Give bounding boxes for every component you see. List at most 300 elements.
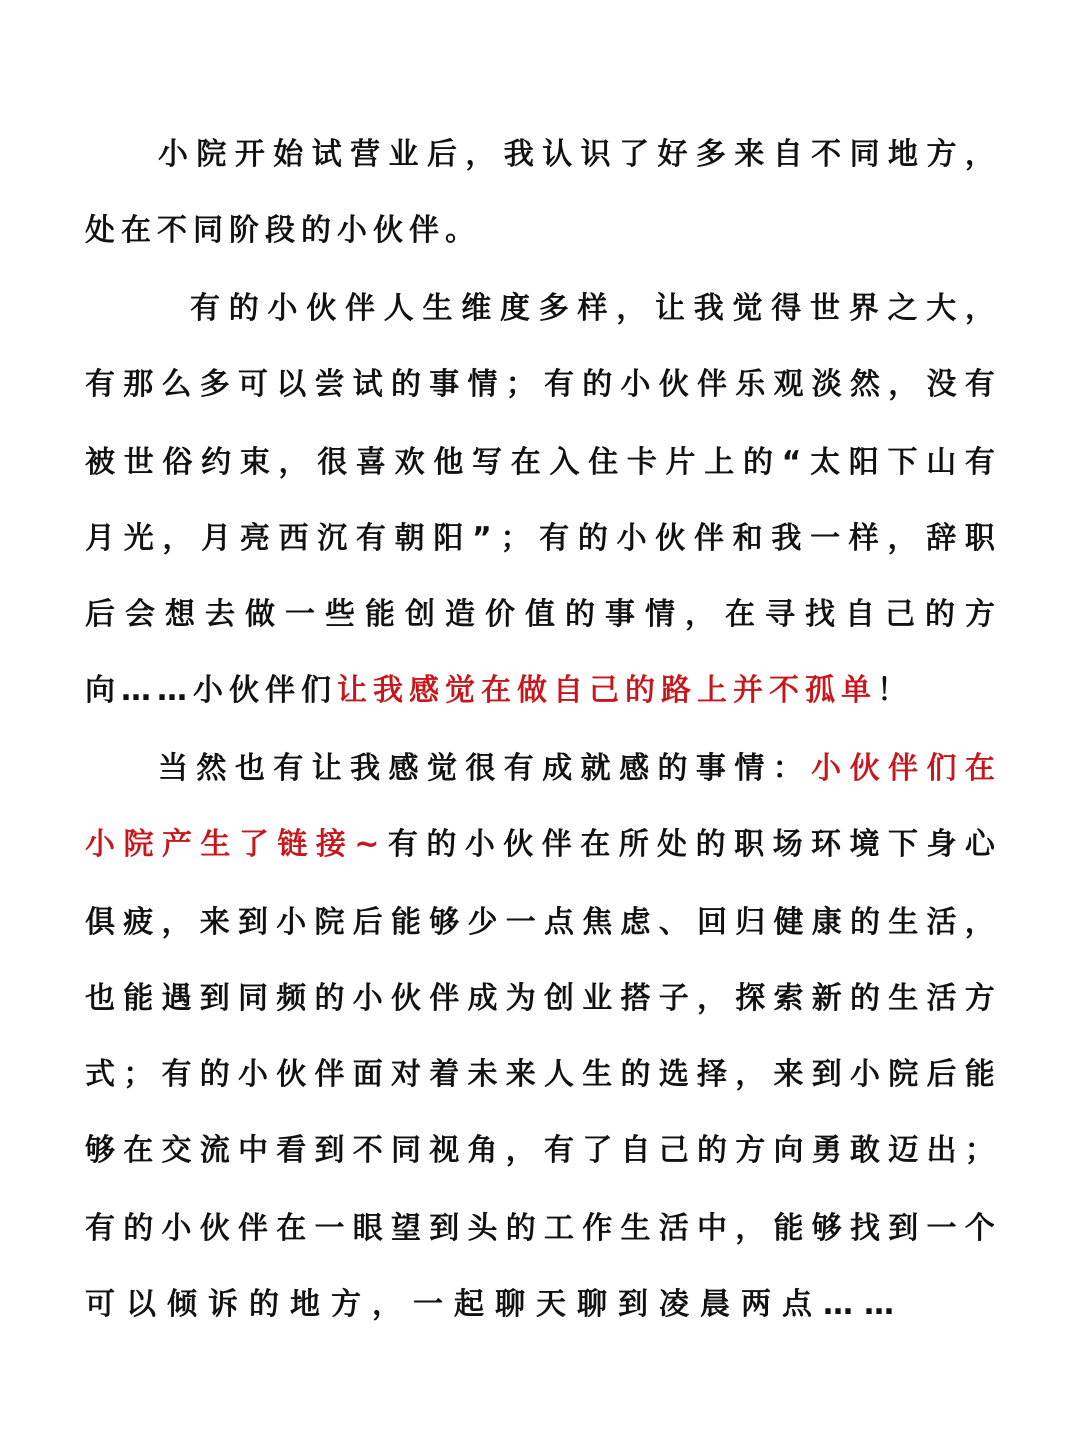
glyph: 事	[695, 751, 726, 786]
glyph: ，	[505, 1133, 536, 1168]
glyph: 归	[735, 905, 766, 940]
glyph: 同	[849, 137, 880, 172]
text-line	[85, 437, 995, 489]
glyph: 小	[616, 521, 647, 556]
glyph: 世	[810, 291, 840, 326]
text-segment: 向……小伙伴们	[85, 673, 337, 708]
glyph: 有	[387, 827, 418, 862]
glyph: 找	[850, 1211, 880, 1246]
glyph: 多	[538, 291, 569, 326]
glyph: 探	[735, 981, 766, 1016]
glyph: 身	[926, 827, 957, 862]
glyph: 有	[964, 367, 995, 402]
glyph: ，	[685, 597, 715, 632]
text-line	[158, 129, 995, 181]
glyph: 式	[85, 1057, 115, 1092]
glyph: 在	[123, 1133, 154, 1168]
glyph: 伙	[849, 751, 880, 786]
glyph: ，	[465, 137, 496, 172]
glyph: 事	[605, 597, 635, 632]
glyph: 出	[926, 1133, 957, 1168]
glyph: 的	[391, 367, 421, 402]
glyph: 地	[888, 137, 919, 172]
glyph: 业	[582, 981, 613, 1016]
glyph: 少	[467, 905, 498, 940]
glyph: ；	[500, 521, 531, 556]
glyph: 我	[771, 521, 802, 556]
glyph: 伴	[238, 1211, 268, 1246]
glyph: 伴	[541, 827, 572, 862]
glyph: 得	[771, 291, 802, 326]
glyph: 多	[695, 137, 726, 172]
glyph: 西	[278, 521, 309, 556]
glyph: 到	[429, 1211, 460, 1246]
glyph: 上	[704, 445, 735, 480]
glyph: 月	[201, 521, 232, 556]
glyph: 寻	[765, 597, 795, 632]
text-line	[85, 513, 995, 565]
glyph: 的	[695, 827, 726, 862]
text-line	[85, 1203, 995, 1255]
glyph: 能	[123, 981, 154, 1016]
glyph: 他	[433, 445, 464, 480]
glyph: 多	[199, 367, 230, 402]
glyph: 的	[925, 597, 955, 632]
glyph: 有	[273, 751, 304, 786]
glyph: 伙	[391, 981, 421, 1016]
glyph: 阳	[433, 521, 464, 556]
glyph: 未	[467, 1057, 498, 1092]
glyph: 片	[665, 445, 696, 480]
glyph: 选	[658, 1057, 689, 1092]
glyph: 然	[850, 367, 880, 402]
glyph: 创	[544, 981, 574, 1016]
glyph: 大	[926, 291, 957, 326]
glyph: 场	[772, 827, 803, 862]
glyph: 有	[544, 367, 574, 402]
glyph: 些	[325, 597, 355, 632]
glyph: 写	[472, 445, 503, 480]
glyph: 生	[582, 1057, 613, 1092]
glyph: 小	[238, 1057, 268, 1092]
glyph: 作	[582, 1211, 613, 1246]
glyph: 中	[238, 1133, 268, 1168]
glyph: 了	[582, 1133, 613, 1168]
glyph: 在	[964, 751, 995, 786]
glyph: 住	[588, 445, 619, 480]
glyph: 康	[811, 905, 842, 940]
glyph: 阳	[848, 445, 879, 480]
glyph: ，	[161, 905, 192, 940]
glyph: 产	[161, 827, 192, 862]
glyph: 伙	[658, 367, 689, 402]
glyph: 的	[620, 1057, 651, 1092]
glyph: 到	[314, 1133, 345, 1168]
glyph: 己	[885, 597, 915, 632]
glyph: 试	[352, 367, 383, 402]
glyph: 小	[352, 981, 383, 1016]
glyph: 面	[352, 1057, 383, 1092]
glyph: 境	[849, 827, 880, 862]
text-segment: ！	[877, 673, 913, 708]
glyph: 光	[123, 521, 154, 556]
glyph: 价	[485, 597, 515, 632]
glyph: 找	[805, 597, 835, 632]
glyph: 值	[525, 597, 555, 632]
glyph: 所	[618, 827, 649, 862]
glyph: 尝	[314, 367, 345, 402]
glyph: 够	[811, 1211, 842, 1246]
glyph: 一	[810, 521, 841, 556]
glyph: 淡	[811, 367, 842, 402]
glyph: 的	[505, 1211, 536, 1246]
text-segment: 可以倾诉的地方，一起聊天聊到凌晨两点……	[85, 1287, 905, 1322]
glyph: ，	[162, 521, 193, 556]
glyph: 一	[505, 905, 536, 940]
glyph: 院	[888, 1057, 919, 1092]
glyph: 频	[276, 981, 307, 1016]
text-line	[190, 283, 995, 335]
glyph: 的	[199, 1057, 230, 1092]
glyph: 人	[383, 291, 414, 326]
glyph: 可	[238, 367, 268, 402]
glyph: “	[781, 445, 802, 480]
glyph: 生	[200, 827, 231, 862]
glyph: 下	[887, 445, 918, 480]
glyph: ，	[616, 291, 647, 326]
glyph: 欢	[394, 445, 425, 480]
glyph: 视	[429, 1133, 460, 1168]
glyph: 遇	[161, 981, 192, 1016]
glyph: 院	[196, 137, 227, 172]
glyph: 认	[542, 137, 573, 172]
glyph: 很	[465, 751, 496, 786]
glyph: 有	[544, 1133, 574, 1168]
glyph: 新	[811, 981, 842, 1016]
glyph: 看	[276, 1133, 307, 1168]
glyph: 后	[426, 137, 457, 172]
glyph: 小	[464, 827, 495, 862]
glyph: 到	[199, 981, 230, 1016]
glyph: 能	[391, 905, 421, 940]
glyph: ，	[735, 1211, 766, 1246]
glyph: ，	[697, 981, 727, 1016]
glyph: 没	[926, 367, 957, 402]
glyph: 就	[580, 751, 611, 786]
glyph: 中	[697, 1211, 727, 1246]
glyph: 择	[697, 1057, 727, 1092]
glyph: 虑	[620, 905, 651, 940]
glyph: 始	[273, 137, 304, 172]
glyph: 有	[190, 291, 220, 326]
glyph: 到	[811, 1057, 842, 1092]
glyph: 职	[964, 521, 995, 556]
glyph: 成	[542, 751, 573, 786]
glyph: ，	[888, 367, 919, 402]
glyph: 沉	[317, 521, 348, 556]
glyph: 小	[620, 367, 651, 402]
glyph: 伙	[306, 291, 337, 326]
glyph: 方	[965, 597, 995, 632]
glyph: 小	[161, 1211, 192, 1246]
glyph: 维	[461, 291, 492, 326]
glyph: 回	[697, 905, 727, 940]
glyph: ，	[278, 445, 309, 480]
glyph: 山	[926, 445, 957, 480]
glyph: 院	[123, 827, 154, 862]
glyph: 方	[964, 981, 995, 1016]
glyph: 的	[742, 445, 773, 480]
glyph: 有	[503, 751, 534, 786]
glyph: 够	[85, 1133, 115, 1168]
glyph: 对	[391, 1057, 421, 1092]
glyph: 小	[158, 137, 188, 172]
glyph: 流	[199, 1133, 230, 1168]
glyph: ，	[887, 521, 918, 556]
glyph: 我	[503, 137, 534, 172]
glyph: ，	[965, 291, 995, 326]
glyph: ；	[505, 367, 536, 402]
text-line	[158, 743, 995, 795]
glyph: 的	[228, 291, 259, 326]
glyph: 向	[773, 1133, 804, 1168]
glyph: 心	[964, 827, 995, 862]
glyph: 来	[734, 137, 765, 172]
glyph: 能	[773, 1211, 804, 1246]
glyph: 伴	[697, 367, 727, 402]
glyph: 辞	[926, 521, 957, 556]
glyph: 的	[697, 1133, 727, 1168]
glyph: 感	[388, 751, 419, 786]
glyph: 院	[314, 905, 345, 940]
glyph: 小	[276, 905, 307, 940]
glyph: 自	[845, 597, 875, 632]
glyph: 后	[85, 597, 115, 632]
glyph: 来	[505, 1057, 536, 1092]
glyph: 界	[848, 291, 879, 326]
glyph: 下	[887, 827, 918, 862]
text-line	[85, 589, 995, 641]
glyph: 会	[125, 597, 155, 632]
glyph: 也	[85, 981, 115, 1016]
glyph: 俱	[85, 905, 115, 940]
glyph: 的	[657, 751, 688, 786]
glyph: 那	[123, 367, 154, 402]
glyph: ”	[472, 521, 492, 556]
glyph: 活	[926, 981, 957, 1016]
glyph: 我	[350, 751, 381, 786]
glyph: 在	[510, 445, 541, 480]
glyph: 以	[276, 367, 307, 402]
glyph: 束	[239, 445, 270, 480]
glyph: 望	[391, 1211, 421, 1246]
glyph: 不	[352, 1133, 383, 1168]
glyph: 在	[580, 827, 611, 862]
glyph: 来	[773, 1057, 804, 1092]
glyph: 能	[365, 597, 395, 632]
glyph: ~	[354, 827, 380, 862]
text-line	[85, 1049, 995, 1101]
glyph: 小	[85, 827, 115, 862]
glyph: 链	[277, 827, 308, 862]
glyph: 做	[245, 597, 275, 632]
glyph: 同	[391, 1133, 421, 1168]
glyph: 子	[658, 981, 689, 1016]
glyph: 活	[926, 905, 957, 940]
glyph: 到	[888, 1211, 919, 1246]
glyph: 、	[658, 905, 689, 940]
glyph: 造	[445, 597, 475, 632]
glyph: 职	[734, 827, 765, 862]
glyph: 卡	[626, 445, 657, 480]
glyph: 接	[315, 827, 346, 862]
glyph: 伙	[655, 521, 686, 556]
glyph: 一	[285, 597, 315, 632]
glyph: 环	[811, 827, 842, 862]
glyph: 着	[429, 1057, 460, 1092]
glyph: 乐	[735, 367, 766, 402]
glyph: 一	[926, 1211, 957, 1246]
glyph: 好	[657, 137, 688, 172]
glyph: 情	[734, 751, 765, 786]
glyph: 月	[85, 521, 115, 556]
glyph: 很	[317, 445, 348, 480]
glyph: 小	[267, 291, 298, 326]
glyph: 生	[422, 291, 453, 326]
glyph: 喜	[355, 445, 386, 480]
glyph: 俗	[162, 445, 193, 480]
text-line	[85, 897, 995, 949]
glyph: 角	[467, 1133, 498, 1168]
glyph: 眼	[352, 1211, 383, 1246]
text-line	[85, 819, 995, 871]
glyph: 方	[926, 137, 957, 172]
glyph: 有	[964, 445, 995, 480]
glyph: 在	[276, 1211, 307, 1246]
glyph: 己	[658, 1133, 689, 1168]
glyph: 伙	[503, 827, 534, 862]
glyph: 小	[811, 751, 842, 786]
text-segment: 处在不同阶段的小伙伴。	[85, 213, 481, 248]
glyph: 有	[85, 367, 115, 402]
glyph: ；	[123, 1057, 154, 1092]
glyph: 的	[123, 1211, 154, 1246]
text-line	[85, 205, 995, 257]
glyph: 伴	[314, 1057, 345, 1092]
glyph: 伴	[345, 291, 375, 326]
glyph: 的	[426, 827, 457, 862]
glyph: 观	[773, 367, 804, 402]
glyph: 个	[964, 1211, 995, 1246]
glyph: 不	[811, 137, 842, 172]
glyph: 了	[238, 827, 269, 862]
glyph: 成	[467, 981, 498, 1016]
glyph: ，	[964, 905, 995, 940]
glyph: 点	[544, 905, 574, 940]
glyph: 伙	[199, 1211, 230, 1246]
glyph: 有	[85, 1211, 115, 1246]
glyph: 觉	[426, 751, 457, 786]
glyph: 想	[165, 597, 195, 632]
glyph: 敢	[850, 1133, 880, 1168]
glyph: 伴	[429, 981, 460, 1016]
glyph: 也	[234, 751, 265, 786]
glyph: 人	[544, 1057, 574, 1092]
glyph: 到	[238, 905, 268, 940]
glyph: 活	[658, 1211, 689, 1246]
glyph: 伴	[693, 521, 724, 556]
glyph: 伴	[888, 751, 919, 786]
glyph: 创	[405, 597, 435, 632]
glyph: 的	[850, 905, 880, 940]
glyph: 有	[539, 521, 570, 556]
highlight-text: 让我感觉在做自己的路上并不孤单	[337, 673, 877, 708]
glyph: 在	[725, 597, 755, 632]
glyph: 入	[549, 445, 580, 480]
glyph: 后	[352, 905, 383, 940]
glyph: 焦	[582, 905, 613, 940]
glyph: 亮	[239, 521, 270, 556]
glyph: 为	[505, 981, 536, 1016]
glyph: 让	[311, 751, 342, 786]
glyph: ，	[735, 1057, 766, 1092]
glyph: 自	[620, 1133, 651, 1168]
text-line	[85, 1125, 995, 1177]
glyph: 被	[85, 445, 115, 480]
glyph: 感	[619, 751, 650, 786]
glyph: 索	[773, 981, 804, 1016]
text-line	[85, 359, 995, 411]
glyph: 然	[196, 751, 227, 786]
glyph: 事	[429, 367, 460, 402]
glyph: 和	[732, 521, 763, 556]
glyph: 试	[311, 137, 342, 172]
glyph: 够	[429, 905, 460, 940]
glyph: 生	[888, 905, 919, 940]
glyph: 觉	[732, 291, 763, 326]
glyph: 了	[619, 137, 650, 172]
glyph: 的	[314, 981, 345, 1016]
glyph: 约	[201, 445, 232, 480]
glyph: 同	[238, 981, 268, 1016]
glyph: 情	[645, 597, 675, 632]
glyph: 来	[199, 905, 230, 940]
glyph: 之	[887, 291, 918, 326]
glyph: 小	[850, 1057, 880, 1092]
glyph: 搭	[620, 981, 651, 1016]
glyph: 的	[582, 367, 613, 402]
glyph: 太	[810, 445, 841, 480]
glyph: 有	[161, 1057, 192, 1092]
glyph: ；	[964, 1133, 995, 1168]
glyph: 后	[926, 1057, 957, 1092]
glyph: 能	[964, 1057, 995, 1092]
glyph: ：	[772, 751, 803, 786]
glyph: 伙	[276, 1057, 307, 1092]
glyph: 开	[234, 137, 265, 172]
glyph: 营	[350, 137, 381, 172]
glyph: 情	[467, 367, 498, 402]
glyph: 度	[500, 291, 530, 326]
glyph: 有	[355, 521, 386, 556]
glyph: 的	[577, 521, 608, 556]
glyph: 交	[161, 1133, 192, 1168]
text-line	[85, 1279, 995, 1331]
glyph: 让	[655, 291, 685, 326]
text-line	[85, 973, 995, 1025]
glyph: 健	[773, 905, 804, 940]
glyph: 一	[314, 1211, 345, 1246]
